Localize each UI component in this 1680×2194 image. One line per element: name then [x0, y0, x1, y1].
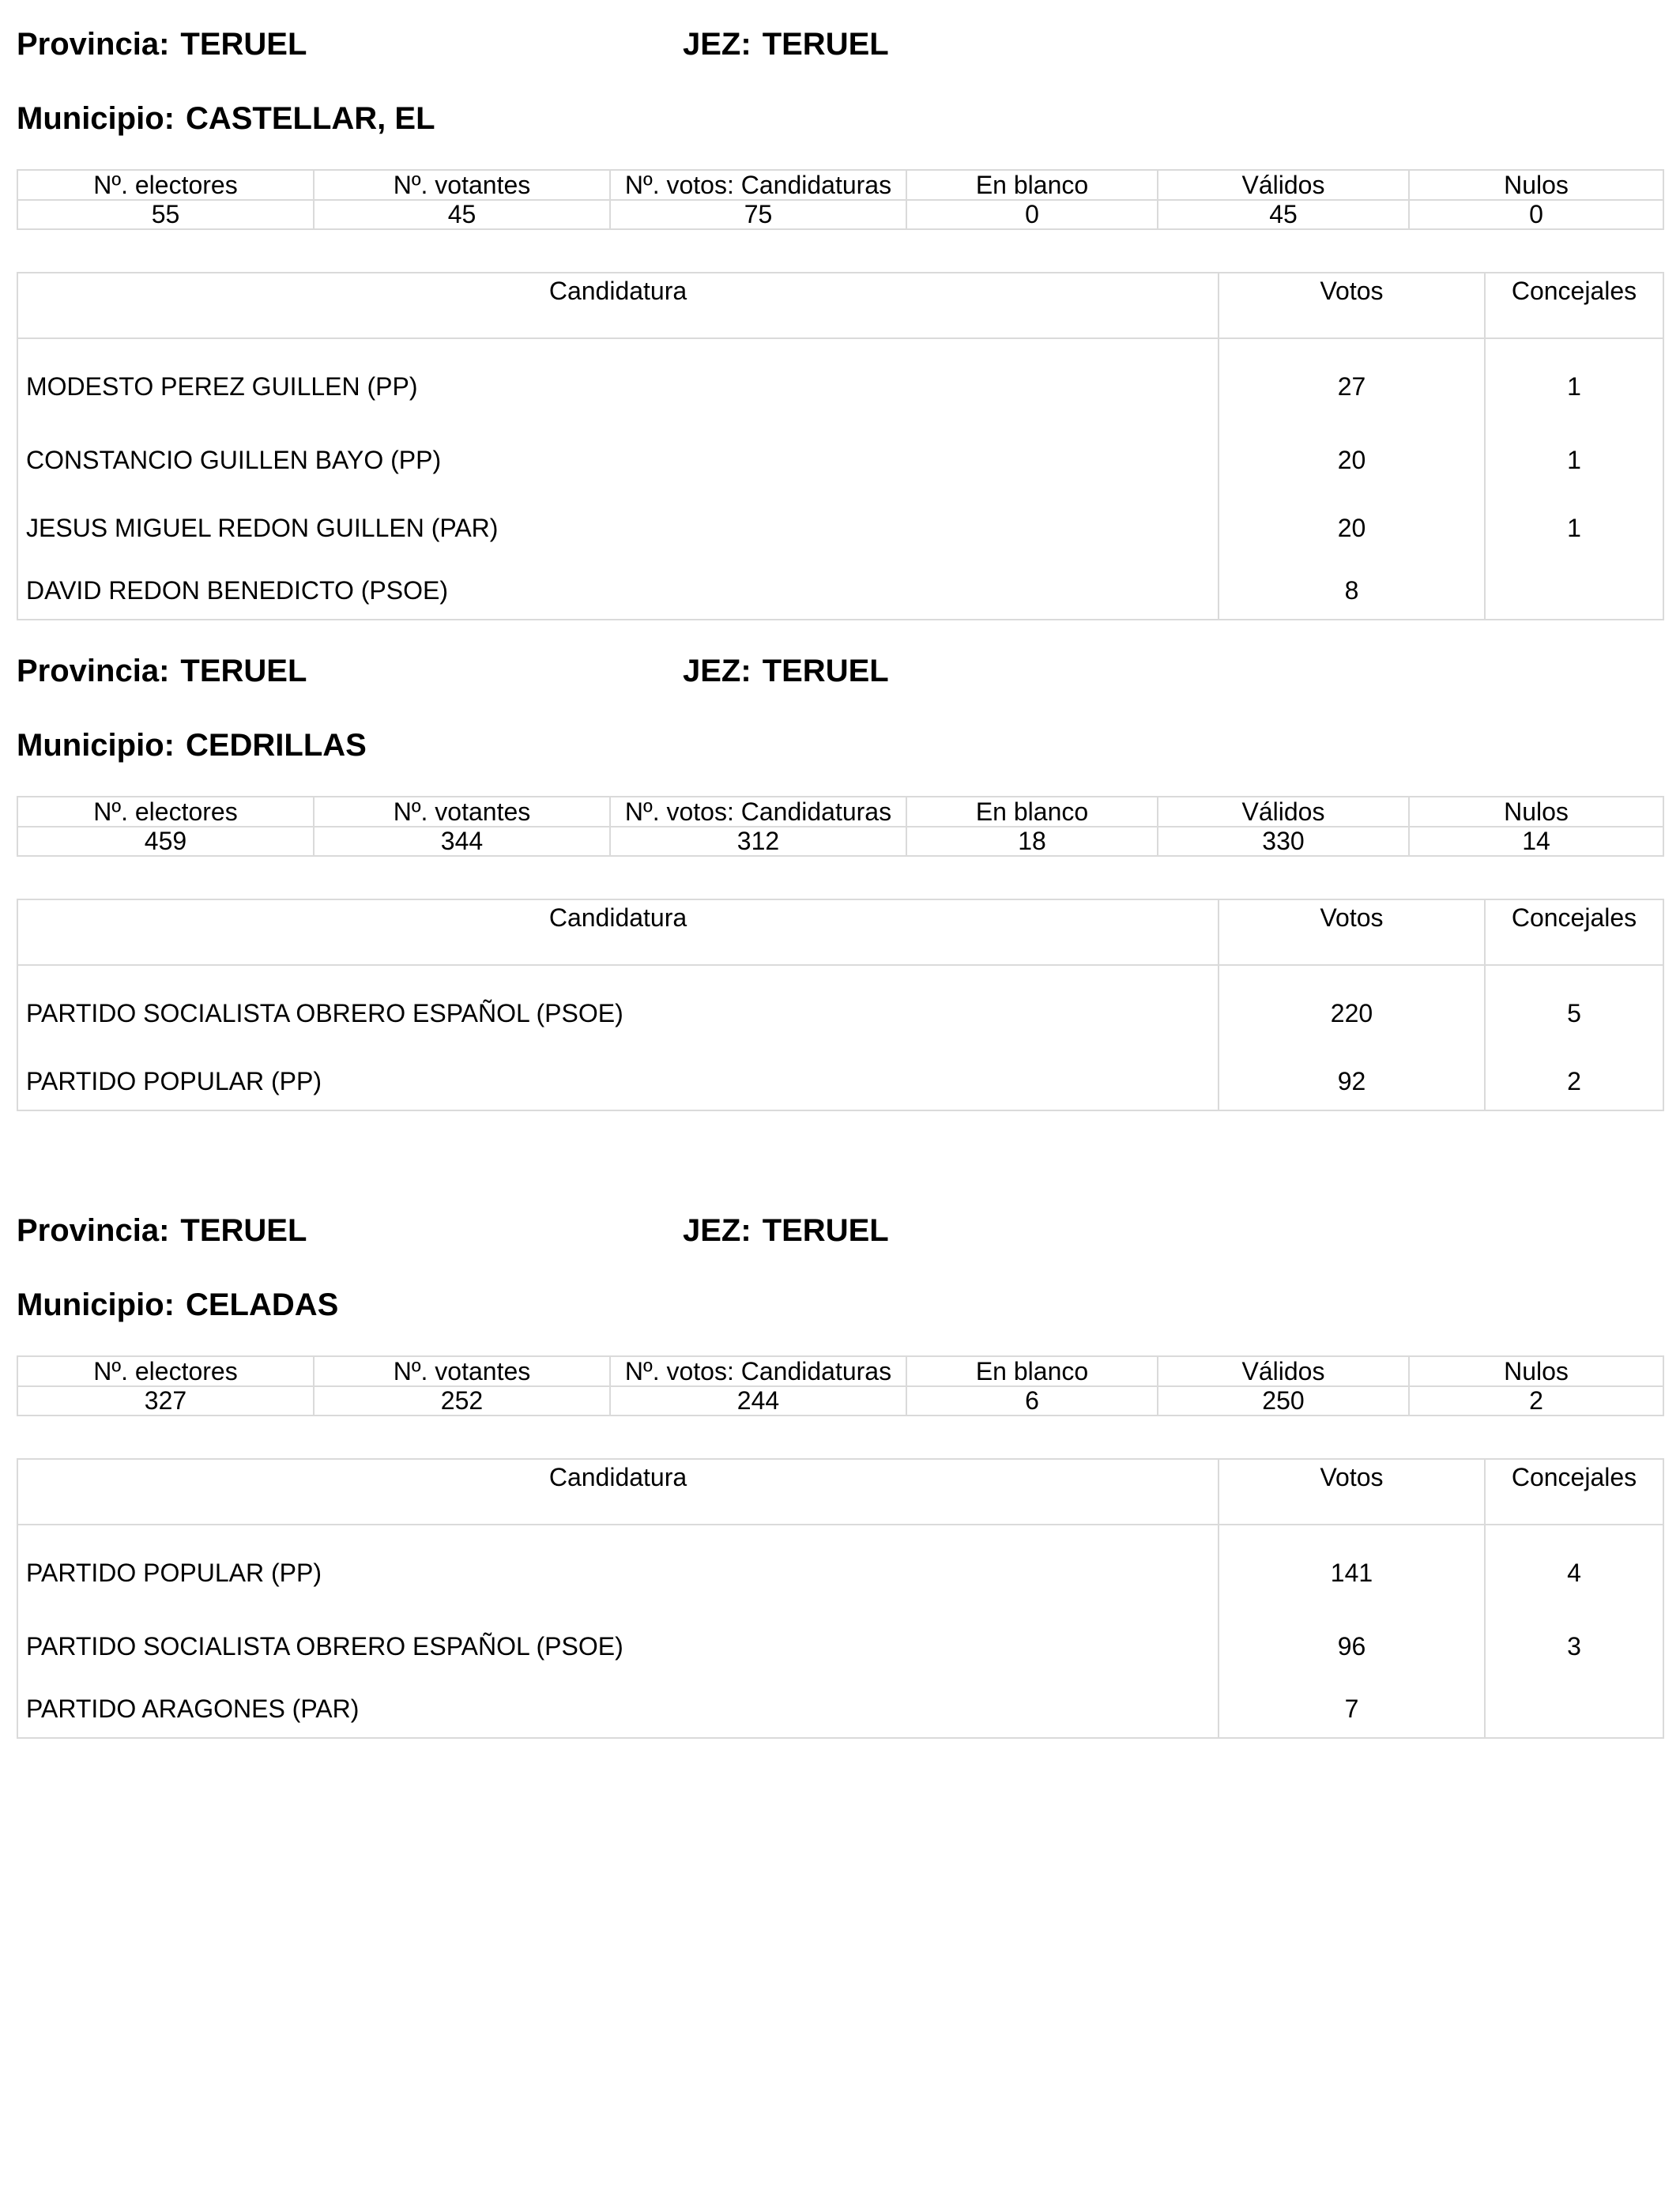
summary-table [17, 169, 1664, 230]
summary-value-cell: 252 [314, 1386, 610, 1416]
summary-header-cell: Válidos [1158, 170, 1409, 200]
summary-value-cell: 45 [314, 200, 610, 229]
candidatura-row [17, 965, 1663, 1053]
candidatura-name: MODESTO PEREZ GUILLEN (PP) [17, 338, 1219, 426]
candidaturas-header-row [17, 899, 1663, 965]
jez-value: TERUEL [762, 1213, 889, 1248]
provincia-label: Provincia: [17, 1213, 170, 1248]
provincia-heading [17, 25, 307, 63]
municipio-section [17, 0, 1663, 605]
candidatura-row [17, 1680, 1663, 1738]
municipio-section [17, 1186, 1663, 1755]
summary-header-cell: Nulos [1409, 170, 1663, 200]
candidaturas-table [17, 1458, 1664, 1739]
candidatura-votos: 7 [1219, 1680, 1485, 1738]
municipio-label: Municipio: [17, 1287, 175, 1322]
summary-header-cell: En blanco [906, 1356, 1158, 1386]
summary-values-row [17, 827, 1663, 856]
summary-value-cell: 250 [1158, 1386, 1409, 1416]
provincia-value: TERUEL [180, 654, 307, 688]
candidaturas-table [17, 899, 1664, 1111]
municipio-section [17, 627, 1663, 1196]
candidatura-votos: 27 [1219, 338, 1485, 426]
summary-value-cell: 45 [1158, 200, 1409, 229]
summary-table [17, 796, 1664, 857]
candidatura-votos: 141 [1219, 1525, 1485, 1612]
candidatura-concejales: 1 [1485, 426, 1663, 494]
summary-header-cell: Nº. votantes [314, 170, 610, 200]
municipio-label: Municipio: [17, 728, 175, 763]
summary-value-cell: 459 [17, 827, 314, 856]
summary-value-cell: 2 [1409, 1386, 1663, 1416]
candidaturas-header-row [17, 273, 1663, 338]
summary-header-row [17, 797, 1663, 827]
candidatura-votos: 96 [1219, 1612, 1485, 1680]
summary-header-cell: Nº. votos: Candidaturas [610, 797, 906, 827]
summary-value-cell: 312 [610, 827, 906, 856]
candidaturas-header-cell: Concejales [1485, 1459, 1663, 1525]
candidatura-votos: 220 [1219, 965, 1485, 1053]
candidatura-row [17, 426, 1663, 494]
candidatura-name: CONSTANCIO GUILLEN BAYO (PP) [17, 426, 1219, 494]
summary-header-cell: Nº. electores [17, 797, 314, 827]
jez-heading [683, 25, 889, 63]
provincia-heading [17, 1212, 307, 1250]
municipio-value: CEDRILLAS [185, 728, 367, 763]
provincia-value: TERUEL [180, 1213, 307, 1248]
municipio-label: Municipio: [17, 101, 175, 136]
summary-value-cell: 0 [1409, 200, 1663, 229]
candidaturas-header-cell: Candidatura [17, 899, 1219, 965]
summary-header-cell: Nº. votantes [314, 1356, 610, 1386]
candidatura-name: DAVID REDON BENEDICTO (PSOE) [17, 562, 1219, 620]
candidatura-row [17, 1053, 1663, 1110]
jez-heading [683, 652, 889, 690]
candidatura-votos: 92 [1219, 1053, 1485, 1110]
summary-value-cell: 344 [314, 827, 610, 856]
candidaturas-header-row [17, 1459, 1663, 1525]
summary-value-cell: 244 [610, 1386, 906, 1416]
jez-label: JEZ: [683, 27, 751, 62]
candidatura-row [17, 338, 1663, 426]
summary-header-cell: Nº. votos: Candidaturas [610, 170, 906, 200]
candidatura-row [17, 1525, 1663, 1612]
provincia-heading [17, 652, 307, 690]
summary-header-cell: Nº. electores [17, 1356, 314, 1386]
summary-values-row [17, 200, 1663, 229]
candidaturas-header-cell: Concejales [1485, 899, 1663, 965]
candidaturas-header-cell: Concejales [1485, 273, 1663, 338]
candidatura-name: PARTIDO SOCIALISTA OBRERO ESPAÑOL (PSOE) [17, 1612, 1219, 1680]
summary-header-cell: Nulos [1409, 797, 1663, 827]
candidaturas-header-cell: Votos [1219, 1459, 1485, 1525]
candidatura-concejales: 2 [1485, 1053, 1663, 1110]
summary-header-row [17, 170, 1663, 200]
summary-header-cell: Nº. votos: Candidaturas [610, 1356, 906, 1386]
candidatura-concejales [1485, 1680, 1663, 1738]
summary-table [17, 1355, 1664, 1416]
provincia-label: Provincia: [17, 654, 170, 688]
municipio-value: CELADAS [185, 1287, 339, 1322]
candidaturas-header-cell: Candidatura [17, 273, 1219, 338]
summary-header-cell: En blanco [906, 797, 1158, 827]
municipio-value: CASTELLAR, EL [185, 101, 435, 136]
summary-header-cell: En blanco [906, 170, 1158, 200]
summary-value-cell: 0 [906, 200, 1158, 229]
candidatura-concejales: 4 [1485, 1525, 1663, 1612]
summary-value-cell: 330 [1158, 827, 1409, 856]
candidatura-votos: 20 [1219, 426, 1485, 494]
municipio-heading [17, 100, 435, 138]
provincia-label: Provincia: [17, 27, 170, 62]
candidatura-row [17, 1612, 1663, 1680]
summary-header-cell: Nº. electores [17, 170, 314, 200]
summary-header-row [17, 1356, 1663, 1386]
candidatura-row [17, 562, 1663, 620]
summary-header-cell: Válidos [1158, 797, 1409, 827]
jez-value: TERUEL [762, 654, 889, 688]
candidatura-concejales: 5 [1485, 965, 1663, 1053]
summary-value-cell: 18 [906, 827, 1158, 856]
candidatura-concejales: 1 [1485, 338, 1663, 426]
jez-value: TERUEL [762, 27, 889, 62]
summary-header-cell: Nulos [1409, 1356, 1663, 1386]
summary-value-cell: 55 [17, 200, 314, 229]
summary-value-cell: 327 [17, 1386, 314, 1416]
summary-value-cell: 14 [1409, 827, 1663, 856]
candidatura-name: PARTIDO POPULAR (PP) [17, 1053, 1219, 1110]
provincia-value: TERUEL [180, 27, 307, 62]
summary-values-row [17, 1386, 1663, 1416]
summary-value-cell: 75 [610, 200, 906, 229]
candidatura-name: PARTIDO SOCIALISTA OBRERO ESPAÑOL (PSOE) [17, 965, 1219, 1053]
candidaturas-table [17, 272, 1664, 620]
summary-header-cell: Válidos [1158, 1356, 1409, 1386]
candidatura-name: PARTIDO POPULAR (PP) [17, 1525, 1219, 1612]
municipio-heading [17, 726, 367, 764]
candidatura-votos: 20 [1219, 494, 1485, 562]
candidatura-name: JESUS MIGUEL REDON GUILLEN (PAR) [17, 494, 1219, 562]
jez-heading [683, 1212, 889, 1250]
candidatura-row [17, 494, 1663, 562]
candidatura-votos: 8 [1219, 562, 1485, 620]
jez-label: JEZ: [683, 1213, 751, 1248]
jez-label: JEZ: [683, 654, 751, 688]
candidatura-concejales [1485, 562, 1663, 620]
candidatura-concejales: 1 [1485, 494, 1663, 562]
municipio-heading [17, 1286, 338, 1324]
summary-value-cell: 6 [906, 1386, 1158, 1416]
summary-header-cell: Nº. votantes [314, 797, 610, 827]
candidaturas-header-cell: Candidatura [17, 1459, 1219, 1525]
candidatura-name: PARTIDO ARAGONES (PAR) [17, 1680, 1219, 1738]
candidaturas-header-cell: Votos [1219, 273, 1485, 338]
candidatura-concejales: 3 [1485, 1612, 1663, 1680]
candidaturas-header-cell: Votos [1219, 899, 1485, 965]
